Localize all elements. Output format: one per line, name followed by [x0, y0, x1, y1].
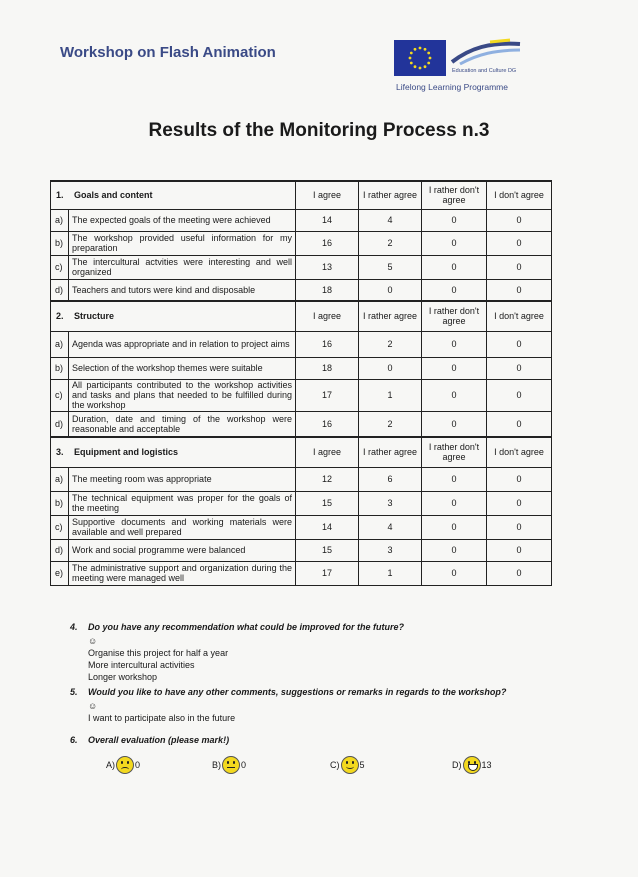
- row-value: 0: [487, 467, 552, 491]
- section-title-text: Equipment and logistics: [74, 447, 179, 458]
- row-value: 16: [296, 231, 359, 255]
- row-question: The technical equipment was proper for the goals of the meeting: [69, 491, 296, 515]
- column-header: I rather agree: [359, 437, 422, 467]
- row-value: 0: [359, 357, 422, 379]
- eu-flag-icon: [394, 40, 446, 76]
- logo-programme-text: Lifelong Learning Programme: [396, 82, 508, 92]
- row-question: Duration, date and timing of the workshop were reasonable and acceptable: [69, 411, 296, 437]
- row-value: 18: [296, 279, 359, 301]
- section-title-text: Structure: [74, 311, 115, 322]
- section-title: [51, 181, 296, 209]
- row-value: 0: [487, 209, 552, 231]
- row-value: 13: [296, 255, 359, 279]
- row-letter: a): [51, 467, 69, 491]
- row-value: 0: [422, 411, 487, 437]
- table-row: [51, 491, 552, 515]
- row-value: 0: [487, 331, 552, 357]
- option-label: C): [330, 760, 340, 770]
- table-row: [51, 539, 552, 561]
- row-value: 0: [487, 231, 552, 255]
- row-value: 0: [422, 357, 487, 379]
- section-title: [51, 437, 296, 467]
- row-value: 1: [359, 379, 422, 411]
- row-value: 0: [359, 279, 422, 301]
- row-value: 0: [487, 255, 552, 279]
- lifelong-learning-wave-icon: [450, 38, 522, 68]
- section-title: [51, 301, 296, 331]
- row-value: 0: [422, 491, 487, 515]
- column-header: I rather don't agree: [422, 437, 487, 467]
- row-letter: c): [51, 379, 69, 411]
- evaluation-option-d: [452, 756, 492, 774]
- row-value: 4: [359, 515, 422, 539]
- q4-answer: Longer workshop: [88, 672, 158, 682]
- row-value: 2: [359, 231, 422, 255]
- row-value: 0: [422, 515, 487, 539]
- table-row: [51, 411, 552, 437]
- row-question: The expected goals of the meeting were achieved: [69, 209, 296, 231]
- q4-answer: ☺: [88, 636, 98, 646]
- monitoring-results-table: [50, 180, 552, 586]
- row-letter: c): [51, 255, 69, 279]
- evaluation-option-b: [212, 756, 246, 774]
- row-value: 18: [296, 357, 359, 379]
- row-value: 16: [296, 411, 359, 437]
- option-count: 13: [481, 760, 492, 770]
- option-label: D): [452, 760, 462, 770]
- overall-evaluation-row: [0, 756, 638, 786]
- smile-face-icon: [341, 756, 359, 774]
- option-label: B): [212, 760, 221, 770]
- row-value: 0: [422, 231, 487, 255]
- table-row: [51, 357, 552, 379]
- option-label: A): [106, 760, 115, 770]
- row-value: 0: [422, 379, 487, 411]
- row-value: 2: [359, 411, 422, 437]
- evaluation-option-c: [330, 756, 365, 774]
- q5-number: 5.: [70, 687, 78, 697]
- row-question: The intercultural actvities were interesting and well organized: [69, 255, 296, 279]
- row-value: 0: [487, 279, 552, 301]
- row-value: 14: [296, 515, 359, 539]
- row-value: 16: [296, 331, 359, 357]
- row-value: 1: [359, 561, 422, 585]
- workshop-title: Workshop on Flash Animation: [60, 44, 276, 61]
- column-header: I don't agree: [487, 301, 552, 331]
- row-question: All participants contributed to the workshop activities and tasks and plans that needed to be fulfilled during the workshop: [69, 379, 296, 411]
- table-row: [51, 279, 552, 301]
- row-value: 0: [422, 561, 487, 585]
- row-letter: e): [51, 561, 69, 585]
- row-value: 0: [422, 539, 487, 561]
- row-question: The administrative support and organization during the meeting were managed well: [69, 561, 296, 585]
- row-value: 15: [296, 491, 359, 515]
- row-value: 0: [422, 467, 487, 491]
- neutral-face-icon: [222, 756, 240, 774]
- question-5: [70, 687, 506, 724]
- section-number: 2.: [56, 311, 64, 322]
- row-value: 0: [487, 539, 552, 561]
- section-header-row: [51, 437, 552, 467]
- option-count: 0: [135, 760, 141, 770]
- q4-question: Do you have any recommendation what could be improved for the future?: [88, 622, 405, 632]
- row-value: 17: [296, 561, 359, 585]
- column-header: I agree: [296, 437, 359, 467]
- table-row: [51, 331, 552, 357]
- q4-answer: More intercultural activities: [88, 660, 195, 670]
- option-count: 5: [359, 760, 365, 770]
- row-value: 0: [487, 411, 552, 437]
- row-value: 3: [359, 539, 422, 561]
- column-header: I don't agree: [487, 437, 552, 467]
- row-value: 0: [487, 357, 552, 379]
- q6-number: 6.: [70, 735, 78, 745]
- table-row: [51, 561, 552, 585]
- row-value: 5: [359, 255, 422, 279]
- row-value: 0: [487, 379, 552, 411]
- row-value: 0: [487, 491, 552, 515]
- row-value: 12: [296, 467, 359, 491]
- row-letter: d): [51, 411, 69, 437]
- question-4: [70, 622, 404, 683]
- row-value: 0: [487, 515, 552, 539]
- column-header: I rather don't agree: [422, 181, 487, 209]
- row-value: 17: [296, 379, 359, 411]
- column-header: I rather agree: [359, 181, 422, 209]
- row-question: Selection of the workshop themes were suitable: [69, 357, 296, 379]
- section-header-row: [51, 181, 552, 209]
- row-question: The workshop provided useful information for my preparation: [69, 231, 296, 255]
- row-value: 15: [296, 539, 359, 561]
- row-value: 0: [487, 561, 552, 585]
- row-question: Supportive documents and working materials were available and well prepared: [69, 515, 296, 539]
- q5-question: Would you like to have any other comments, suggestions or remarks in regards to the workshop?: [88, 687, 507, 697]
- row-letter: b): [51, 491, 69, 515]
- section-number: 1.: [56, 190, 64, 201]
- row-value: 0: [422, 209, 487, 231]
- row-letter: a): [51, 209, 69, 231]
- row-letter: b): [51, 231, 69, 255]
- row-value: 6: [359, 467, 422, 491]
- row-question: Work and social programme were balanced: [69, 539, 296, 561]
- table-row: [51, 209, 552, 231]
- section-title-text: Goals and content: [74, 190, 153, 201]
- row-value: 3: [359, 491, 422, 515]
- table-row: [51, 231, 552, 255]
- big-smile-face-icon: [463, 756, 481, 774]
- q5-answer: I want to participate also in the future: [88, 713, 236, 723]
- table-row: [51, 515, 552, 539]
- row-letter: d): [51, 279, 69, 301]
- section-header-row: [51, 301, 552, 331]
- row-question: Agenda was appropriate and in relation to project aims: [69, 331, 296, 357]
- row-letter: d): [51, 539, 69, 561]
- row-value: 14: [296, 209, 359, 231]
- column-header: I agree: [296, 301, 359, 331]
- q5-answer: ☺: [88, 701, 98, 711]
- row-value: 2: [359, 331, 422, 357]
- sad-face-icon: [116, 756, 134, 774]
- row-value: 0: [422, 255, 487, 279]
- q4-number: 4.: [70, 622, 78, 632]
- eu-logo: [394, 38, 534, 94]
- option-count: 0: [241, 760, 247, 770]
- q4-answer: Organise this project for half a year: [88, 648, 229, 658]
- column-header: I rather don't agree: [422, 301, 487, 331]
- table-row: [51, 379, 552, 411]
- row-question: Teachers and tutors were kind and disposable: [69, 279, 296, 301]
- logo-dg-text: Education and Culture DG: [452, 68, 517, 74]
- section-number: 3.: [56, 447, 64, 458]
- row-value: 0: [422, 331, 487, 357]
- row-letter: c): [51, 515, 69, 539]
- column-header: I rather agree: [359, 301, 422, 331]
- q6-question: Overall evaluation (please mark!): [88, 735, 230, 745]
- row-letter: a): [51, 331, 69, 357]
- column-header: I don't agree: [487, 181, 552, 209]
- row-value: 4: [359, 209, 422, 231]
- table-row: [51, 467, 552, 491]
- document-title: Results of the Monitoring Process n.3: [148, 120, 490, 141]
- question-6: [70, 735, 229, 745]
- row-letter: b): [51, 357, 69, 379]
- column-header: I agree: [296, 181, 359, 209]
- row-question: The meeting room was appropriate: [69, 467, 296, 491]
- row-value: 0: [422, 279, 487, 301]
- table-row: [51, 255, 552, 279]
- evaluation-option-a: [106, 756, 140, 774]
